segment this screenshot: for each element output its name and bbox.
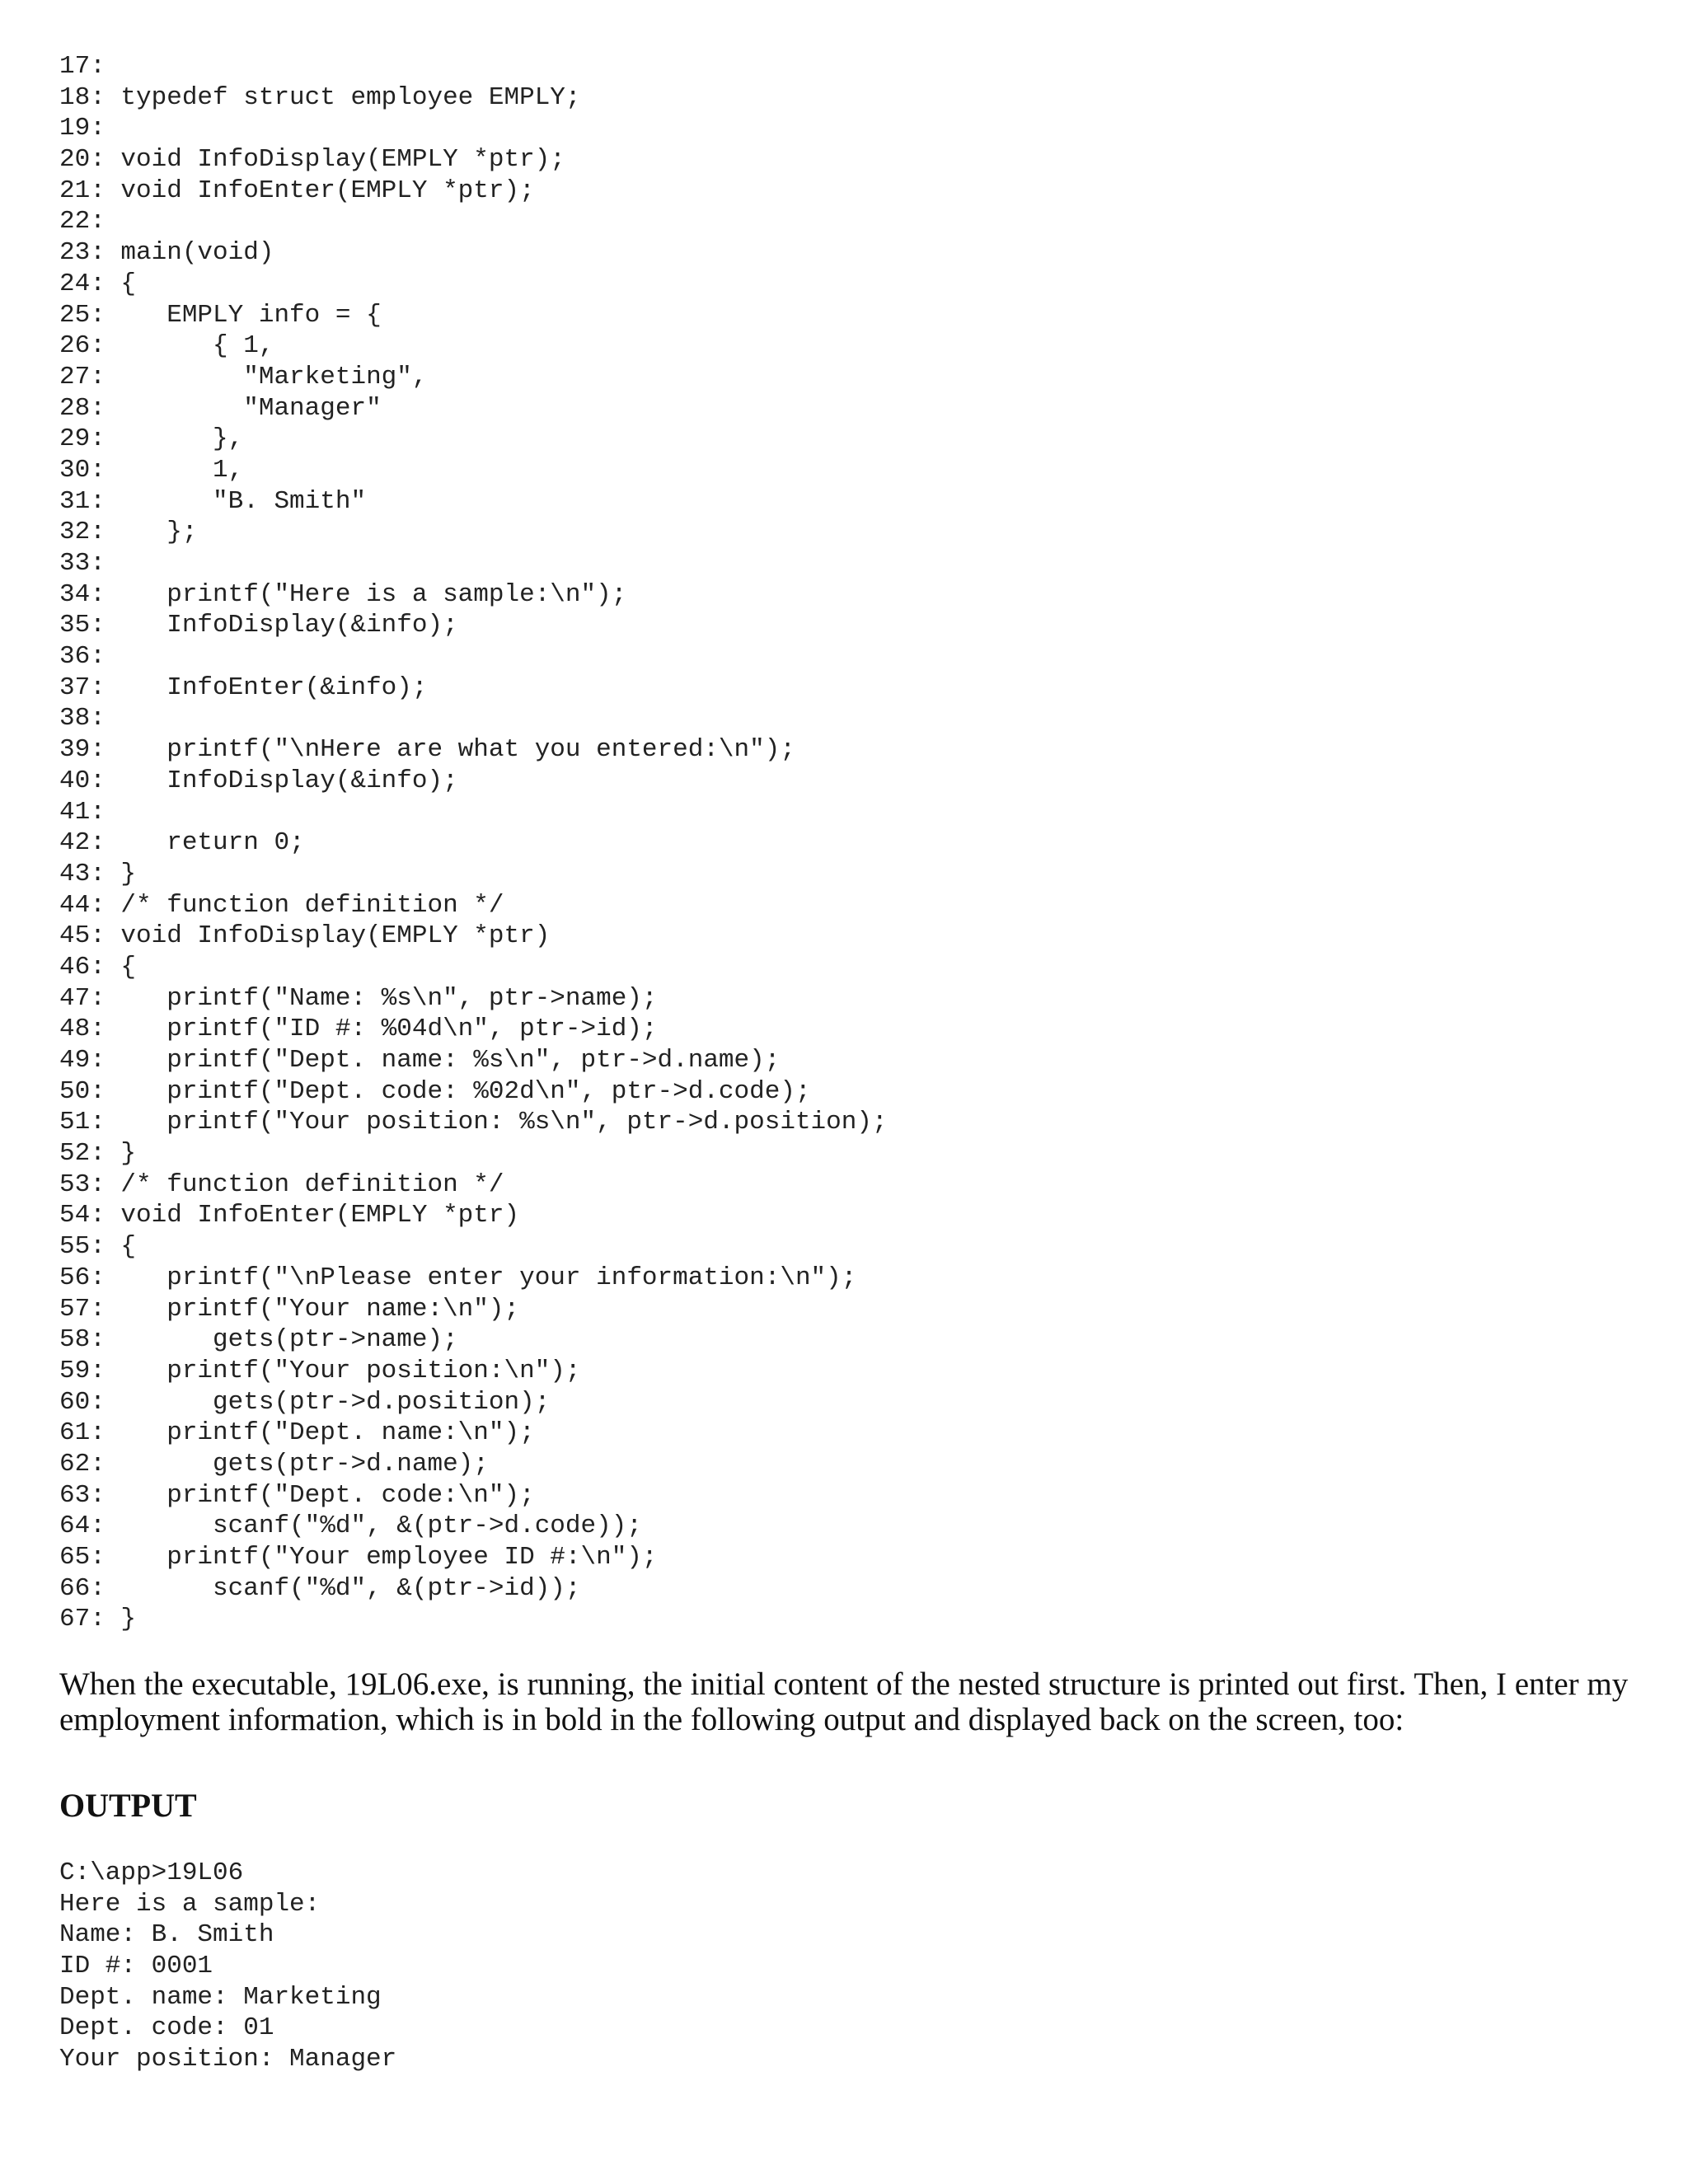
- line-number: 23:: [59, 238, 106, 268]
- code-text: printf("Name: %s\n", ptr->name);: [105, 983, 658, 1013]
- code-line: [59, 827, 888, 859]
- code-text: {: [105, 952, 137, 982]
- code-text: }: [105, 1139, 137, 1169]
- body-paragraph: When the executable, 19L06.exe, is running, the initial content of the nested structure is printed out first. Then, I enter my employment information, which is in bold in the following output and displayed back on the screen, too:: [59, 1666, 1629, 1737]
- line-number: 29:: [59, 424, 106, 454]
- code-line: [59, 1356, 888, 1387]
- line-number: 20:: [59, 145, 106, 175]
- code-line: [59, 1324, 888, 1356]
- code-line: [59, 952, 888, 983]
- code-line: [59, 1169, 888, 1201]
- code-text: gets(ptr->d.name);: [105, 1449, 489, 1479]
- code-text: scanf("%d", &(ptr->d.code));: [105, 1511, 642, 1541]
- code-line: [59, 517, 888, 548]
- code-text: 1,: [105, 455, 244, 485]
- line-number: 37:: [59, 673, 106, 702]
- code-line: [59, 1231, 888, 1263]
- code-text: void InfoDisplay(EMPLY *ptr);: [105, 145, 565, 175]
- line-number: 22:: [59, 207, 106, 237]
- code-text: void InfoEnter(EMPLY *ptr);: [105, 176, 535, 205]
- line-number: 44:: [59, 890, 106, 920]
- code-line: [59, 983, 888, 1015]
- code-line: [59, 1076, 888, 1108]
- output-heading: OUTPUT: [59, 1787, 197, 1824]
- code-text: gets(ptr->name);: [105, 1325, 458, 1355]
- line-number: 41:: [59, 797, 106, 827]
- output-line: C:\app>19L06: [59, 1858, 244, 1887]
- code-text: EMPLY info = {: [105, 300, 382, 330]
- line-number: 67:: [59, 1605, 106, 1634]
- code-text: InfoEnter(&info);: [105, 673, 428, 702]
- code-line: [59, 300, 888, 331]
- line-number: 59:: [59, 1356, 106, 1385]
- line-number: 17:: [59, 52, 106, 81]
- line-number: 36:: [59, 642, 106, 672]
- line-number: 42:: [59, 828, 106, 858]
- code-text: printf("\nPlease enter your information:\n");: [105, 1263, 857, 1292]
- code-text: gets(ptr->d.position);: [105, 1387, 551, 1417]
- line-number: 54:: [59, 1201, 106, 1230]
- code-line: [59, 486, 888, 518]
- line-number: 39:: [59, 735, 106, 765]
- line-number: 63:: [59, 1480, 106, 1510]
- code-line: [59, 206, 888, 237]
- code-text: /* function definition */: [105, 890, 504, 920]
- code-line: [59, 1573, 888, 1605]
- output-line: Here is a sample:: [59, 1889, 321, 1919]
- code-text: InfoDisplay(&info);: [105, 766, 458, 795]
- code-line: [59, 548, 888, 579]
- code-line: [59, 113, 888, 144]
- line-number: 50:: [59, 1076, 106, 1106]
- line-number: 45:: [59, 921, 106, 951]
- code-line: [59, 1511, 888, 1542]
- line-number: 53:: [59, 1169, 106, 1199]
- code-line: [59, 797, 888, 828]
- code-line: [59, 673, 888, 704]
- line-number: 34:: [59, 579, 106, 609]
- line-number: 47:: [59, 983, 106, 1013]
- code-text: printf("Your employee ID #:\n");: [105, 1543, 658, 1572]
- code-line: [59, 51, 888, 82]
- line-number: 48:: [59, 1015, 106, 1044]
- line-number: 56:: [59, 1263, 106, 1292]
- line-number: 24:: [59, 269, 106, 298]
- line-number: 60:: [59, 1387, 106, 1417]
- code-text: scanf("%d", &(ptr->id));: [105, 1573, 581, 1603]
- code-text: "B. Smith": [105, 486, 367, 516]
- code-text: {: [105, 269, 137, 298]
- output-line: Dept. name: Marketing: [59, 1982, 382, 2012]
- code-line: [59, 641, 888, 673]
- code-text: printf("Dept. name: %s\n", ptr->d.name);: [105, 1046, 781, 1075]
- code-line: [59, 766, 888, 797]
- code-text: printf("Dept. name:\n");: [105, 1418, 535, 1448]
- code-line: [59, 1045, 888, 1076]
- code-line: [59, 703, 888, 734]
- code-text: },: [105, 424, 244, 454]
- code-text: return 0;: [105, 828, 305, 858]
- code-listing: [59, 51, 888, 1635]
- code-text: InfoDisplay(&info);: [105, 611, 458, 640]
- line-number: 66:: [59, 1573, 106, 1603]
- code-text: printf("Your name:\n");: [105, 1294, 520, 1324]
- program-output-listing: [59, 1858, 396, 2075]
- code-line: [59, 330, 888, 362]
- code-line: [59, 1263, 888, 1294]
- line-number: 55:: [59, 1232, 106, 1262]
- code-text: "Marketing",: [105, 362, 428, 391]
- code-text: }: [105, 859, 137, 888]
- line-number: 21:: [59, 176, 106, 205]
- code-line: [59, 82, 888, 114]
- line-number: 33:: [59, 549, 106, 578]
- code-line: [59, 1200, 888, 1231]
- line-number: 25:: [59, 300, 106, 330]
- line-number: 27:: [59, 362, 106, 391]
- line-number: 46:: [59, 952, 106, 982]
- line-number: 32:: [59, 518, 106, 547]
- code-text: printf("Here is a sample:\n");: [105, 579, 627, 609]
- line-number: 30:: [59, 455, 106, 485]
- line-number: 52:: [59, 1139, 106, 1169]
- code-line: [59, 393, 888, 424]
- output-line: Your position: Manager: [59, 2045, 397, 2074]
- code-line: [59, 269, 888, 300]
- code-line: [59, 176, 888, 207]
- code-line: [59, 1542, 888, 1573]
- code-line: [59, 1294, 888, 1325]
- code-line: [59, 890, 888, 921]
- code-line: [59, 921, 888, 952]
- line-number: 62:: [59, 1449, 106, 1479]
- code-line: [59, 579, 888, 611]
- code-line: [59, 1604, 888, 1635]
- code-line: [59, 424, 888, 455]
- code-text: printf("Your position:\n");: [105, 1356, 581, 1385]
- line-number: 28:: [59, 393, 106, 423]
- code-text: printf("Dept. code: %02d\n", ptr->d.code);: [105, 1076, 811, 1106]
- code-line: [59, 455, 888, 486]
- code-text: main(void): [105, 238, 274, 268]
- code-line: [59, 144, 888, 176]
- code-line: [59, 1138, 888, 1169]
- line-number: 64:: [59, 1511, 106, 1541]
- line-number: 18:: [59, 82, 106, 112]
- code-text: }: [105, 1605, 137, 1634]
- code-text: void InfoDisplay(EMPLY *ptr): [105, 921, 551, 951]
- code-text: { 1,: [105, 331, 274, 361]
- code-line: [59, 1387, 888, 1418]
- line-number: 58:: [59, 1325, 106, 1355]
- line-number: 19:: [59, 114, 106, 143]
- code-line: [59, 237, 888, 269]
- line-number: 61:: [59, 1418, 106, 1448]
- output-line: Dept. code: 01: [59, 2013, 274, 2043]
- code-text: typedef struct employee EMPLY;: [105, 82, 581, 112]
- code-line: [59, 1107, 888, 1138]
- code-text: printf("\nHere are what you entered:\n");: [105, 735, 795, 765]
- code-text: printf("Dept. code:\n");: [105, 1480, 535, 1510]
- code-text: };: [105, 518, 198, 547]
- code-text: /* function definition */: [105, 1169, 504, 1199]
- code-line: [59, 610, 888, 641]
- code-text: printf("Your position: %s\n", ptr->d.position);: [105, 1108, 888, 1137]
- output-line: ID #: 0001: [59, 1952, 213, 1981]
- code-line: [59, 1480, 888, 1511]
- line-number: 38:: [59, 704, 106, 733]
- code-text: printf("ID #: %04d\n", ptr->id);: [105, 1015, 658, 1044]
- code-line: [59, 1449, 888, 1480]
- line-number: 35:: [59, 611, 106, 640]
- code-line: [59, 1418, 888, 1449]
- line-number: 57:: [59, 1294, 106, 1324]
- line-number: 51:: [59, 1108, 106, 1137]
- line-number: 49:: [59, 1046, 106, 1075]
- code-line: [59, 1014, 888, 1045]
- code-line: [59, 734, 888, 766]
- code-text: void InfoEnter(EMPLY *ptr): [105, 1201, 520, 1230]
- line-number: 65:: [59, 1543, 106, 1572]
- code-line: [59, 859, 888, 890]
- code-text: {: [105, 1232, 137, 1262]
- line-number: 43:: [59, 859, 106, 888]
- code-line: [59, 362, 888, 393]
- line-number: 40:: [59, 766, 106, 795]
- line-number: 31:: [59, 486, 106, 516]
- line-number: 26:: [59, 331, 106, 361]
- output-line: Name: B. Smith: [59, 1920, 274, 1950]
- code-text: "Manager": [105, 393, 382, 423]
